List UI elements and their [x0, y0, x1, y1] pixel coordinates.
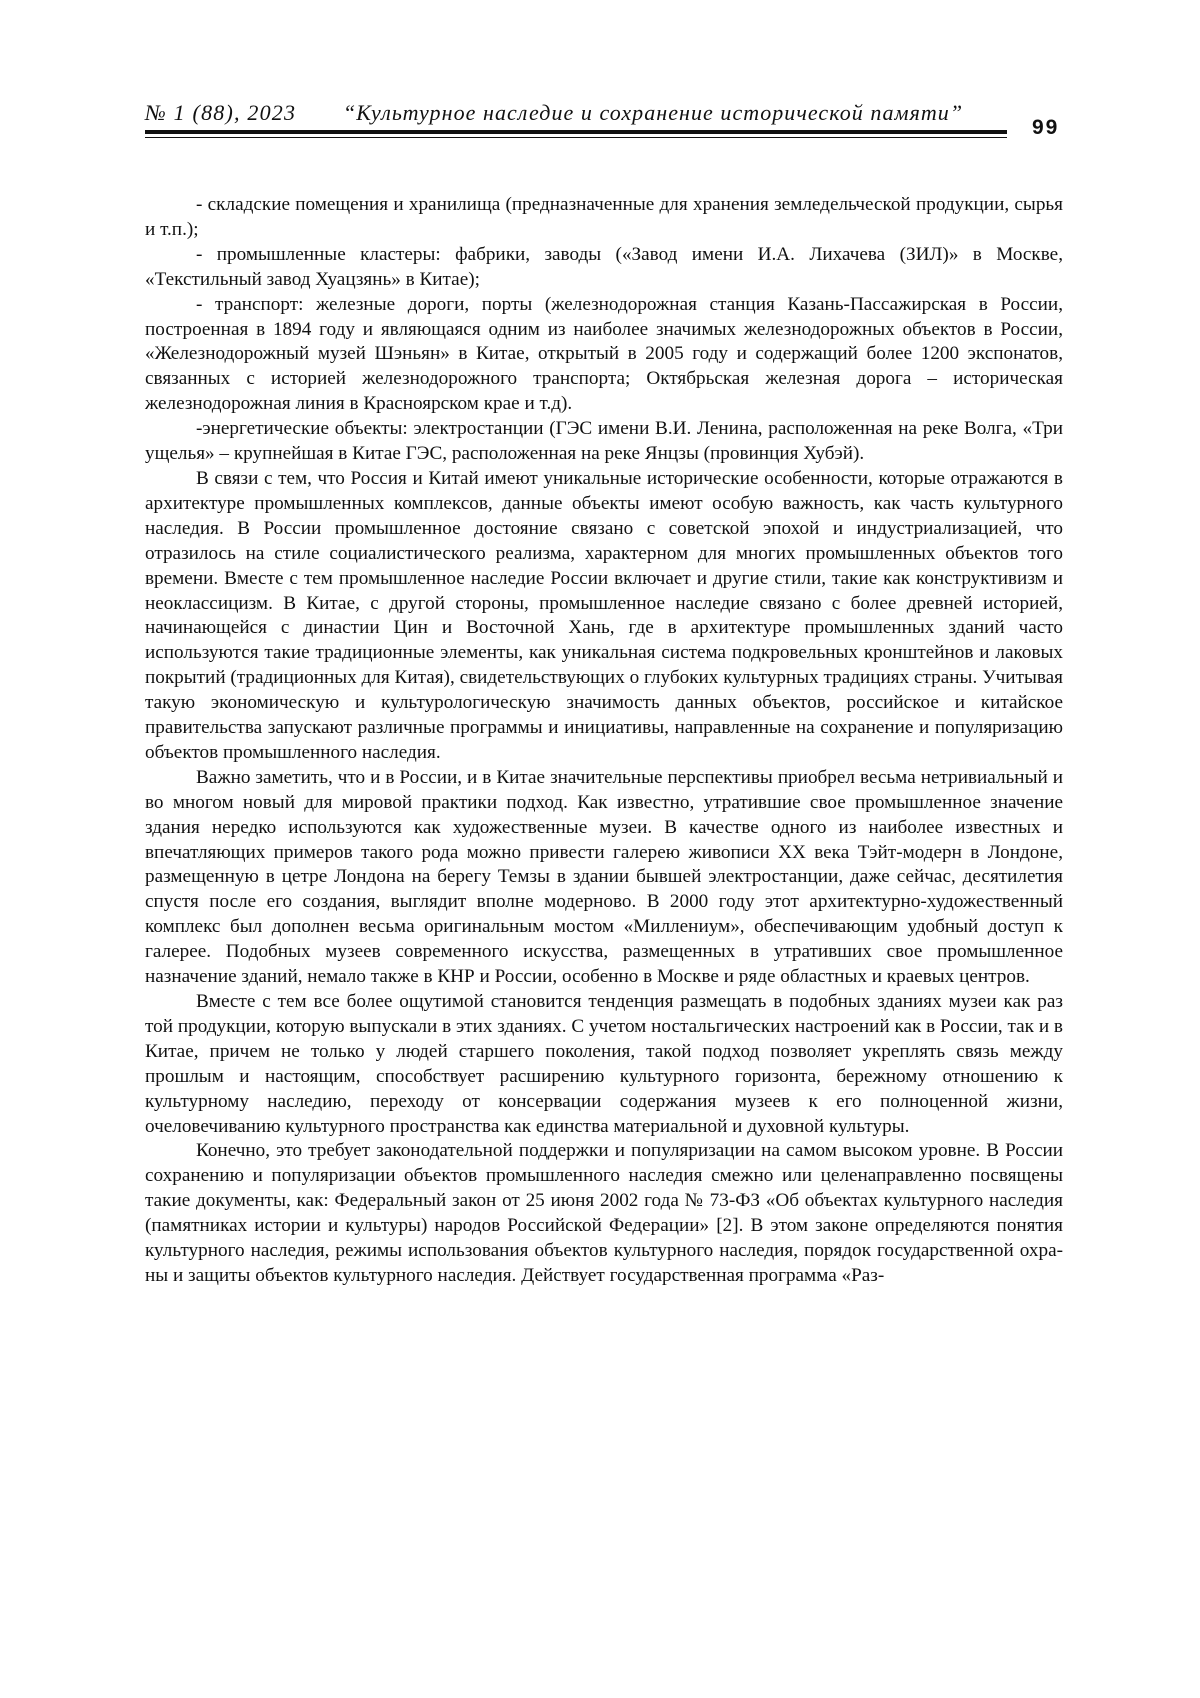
- paragraph-warehouses: - складские помещения и хранилища (предназначенные для хранения земледельческой продукции, сырья и т.п.);: [145, 193, 1063, 243]
- paragraph-russia-china-features: В связи с тем, что Россия и Китай имеют уникальные исторические особенности, которые отражаются в архитектуре промышленных комплексов, данные объекты имеют особую важность, как часть культурного наследия. В России промышленное достояние связано с советской эпохой и индустриализацией, что отразилось на стиле социалистичес­кого реализма, характерном для многих промышленных объектов того времени. Вместе с тем промышленное наследие России включает и другие стили, такие как конструктивизм и неоклассицизм. В Китае, с другой стороны, промышленное наследие связано с более древней историей, начинающейся с династии Цин и Восточной Хань, где в архитектуре промышленных зданий часто используются такие традиционные элементы, как уникальная система подкровельных кронштейнов и лаковых покрытий (традиционных для Китая), сви­детельствующих о глубоких культурных традициях страны. Учитывая такую экономическую и культурологическую значимость данных объектов, российское и китайское правительства запускают различные программы и инициативы, направленные на сохранение и популяриза­цию объектов промышленного наследия.: [145, 467, 1063, 766]
- paragraph-transport: - транспорт: железные дороги, порты (железнодорожная станция Казань-Пассажирская в России, построенная в 1894 году и являющаяся одним из наиболее значимых железно­дорожных объектов в России, «Железнодорожный музей Шэньян» в Китае, открытый в 2005 году и содержащий более 1200 экспонатов, связанных с историей железнодорожного транспорта; Октябрьская железная дорога – историческая железнодорожная линия в Крас­ноярском крае и т.д).: [145, 293, 1063, 418]
- paragraph-legislation: Конечно, это требует законодательной поддержки и популяризации на самом высоком уровне. В России сохранению и популяризации объектов промышленного наследия смежно или целенаправленно посвящены такие документы, как: Федеральный закон от 25 июня 2002 года № 73-ФЗ «Об объектах культурного наследия (памятниках истории и культуры) наро­дов Российской Федерации» [2]. В этом законе определяются понятия культурного насле­дия, режимы использования объектов культурного наследия, порядок государственной охра­ны и защиты объектов культурного наследия. Действует государственная программа «Раз-: [145, 1139, 1063, 1288]
- article-body: [145, 193, 1063, 1289]
- running-header: [145, 100, 1015, 140]
- header-rule-thin: [145, 137, 1007, 138]
- paragraph-industrial-clusters: - промышленные кластеры: фабрики, заводы («Завод имени И.А. Лихачева (ЗИЛ)» в Москве, «Текстильный завод Хуацзянь» в Китае);: [145, 243, 1063, 293]
- paragraph-energy: -энергетические объекты: электростанции (ГЭС имени В.И. Ленина, расположенная на реке Волга, «Три ущелья» – крупнейшая в Китае ГЭС, расположенная на реке Янцзы (провинция Хубэй).: [145, 417, 1063, 467]
- paragraph-museums: Важно заметить, что и в России, и в Китае значительные перспективы приобрел весьма нетривиальный и во многом новый для мировой практики подход. Как известно, утратившие свое промышленное значение здания нередко используются как художествен­ные музеи. В качестве одного из наиболее известных и впечатляющих примеров такого рода можно привести галерею живописи XX века Тэйт-модерн в Лондоне, размещенную в цетре Лондона на берегу Темзы в здании бывшей электростанции, даже сейчас, десятиле­тия спустя после его создания, выглядит вполне модерново. В 2000 году этот архитектур­но-художественный комплекс был дополнен весьма оригинальным мостом «Миллениум», обеспечивающим удобный доступ к галерее. Подобных музеев современного искусства, размещенных в утративших свое промышленное назначение зданий, немало также в КНР и России, особенно в Москве и ряде областных и краевых центров.: [145, 766, 1063, 990]
- issue-number: № 1 (88), 2023: [145, 100, 296, 126]
- page-number: 99: [1032, 116, 1059, 140]
- journal-page: [0, 0, 1200, 1698]
- journal-title: “Культурное наследие и сохранение исторической памяти”: [343, 100, 963, 126]
- paragraph-trend: Вместе с тем все более ощутимой становится тенденция размещать в подобных зданиях музеи как раз той продукции, которую выпускали в этих зданиях. С учетом нос­тальгических настроений как в России, так и в Китае, причем не только у людей старшего поколения, такой подход позволяет укреплять связь между прошлым и настоящим, способ­ствует расширению культурного горизонта, бережному отношению к культурному наследию, переходу от консервации содержания музеев к его полноценной жизни, очеловечиванию культурного пространства как единства материальной и духовной культуры.: [145, 990, 1063, 1139]
- header-rule-thick: [145, 130, 1007, 134]
